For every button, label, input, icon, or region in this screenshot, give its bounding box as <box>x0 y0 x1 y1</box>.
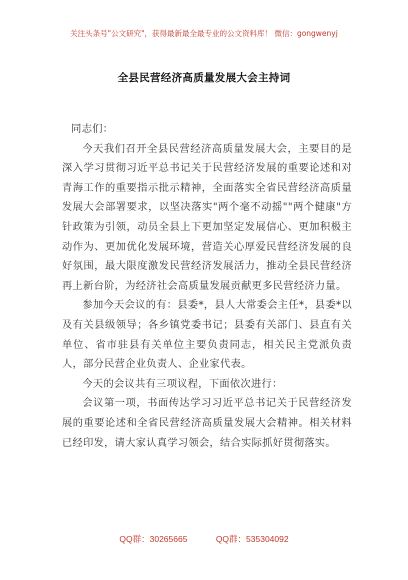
document-body <box>62 120 352 453</box>
footer-qq-group-2: QQ群：535304092 <box>215 534 289 544</box>
paragraph-2: 参加今天会议的有：县委*，县人大常委会主任*，县委*以及有关县级领导；各乡镇党委书记；县委有关部门、县直有关单位、省市驻县有关单位主要负责同志，相关民主党派负责人，部分民营企业负责人、企业家代表。 <box>62 300 352 371</box>
paragraph-1: 今天我们召开全县民营经济高质量发展大会，主要目的是深入学习贯彻习近平总书记关于民营经济发展的重要论述和对青海工作的重要指示批示精神，全面落实全省民营经济高质量发展大会部署要求，以坚决落实"两个毫不动摇""两个健康"方针政策为引领，动员全县上下更加坚定发展信心、更加积极主动作为、更加优化发展环境，营造关心厚爱民营经济发展的良好氛围，最大限度激发民营经济发展活力，推动全县民营经济再上新台阶，为经济社会高质量发展贡献更多民营经济力量。 <box>62 143 352 292</box>
footer <box>0 533 408 545</box>
footer-qq-group-1: QQ群：30265665 <box>119 534 188 544</box>
paragraph-3: 今天的会议共有三项议程，下面依次进行： <box>82 378 283 390</box>
salutation: 同志们： <box>71 124 114 135</box>
header-banner: 关注头条号"公文研究"，获得最新最全最专业的公文资料库！ 微信：gongwenyj <box>70 29 338 38</box>
paragraph-4: 会议第一项，书面传达学习习近平总书记关于民营经济发展的重要论述和全省民营经济高质量发展大会精神。相关材料已经印发，请大家认真学习领会，结合实际抓好贯彻落实。 <box>62 398 352 449</box>
document-title: 全县民营经济高质量发展大会主持词 <box>117 72 291 84</box>
